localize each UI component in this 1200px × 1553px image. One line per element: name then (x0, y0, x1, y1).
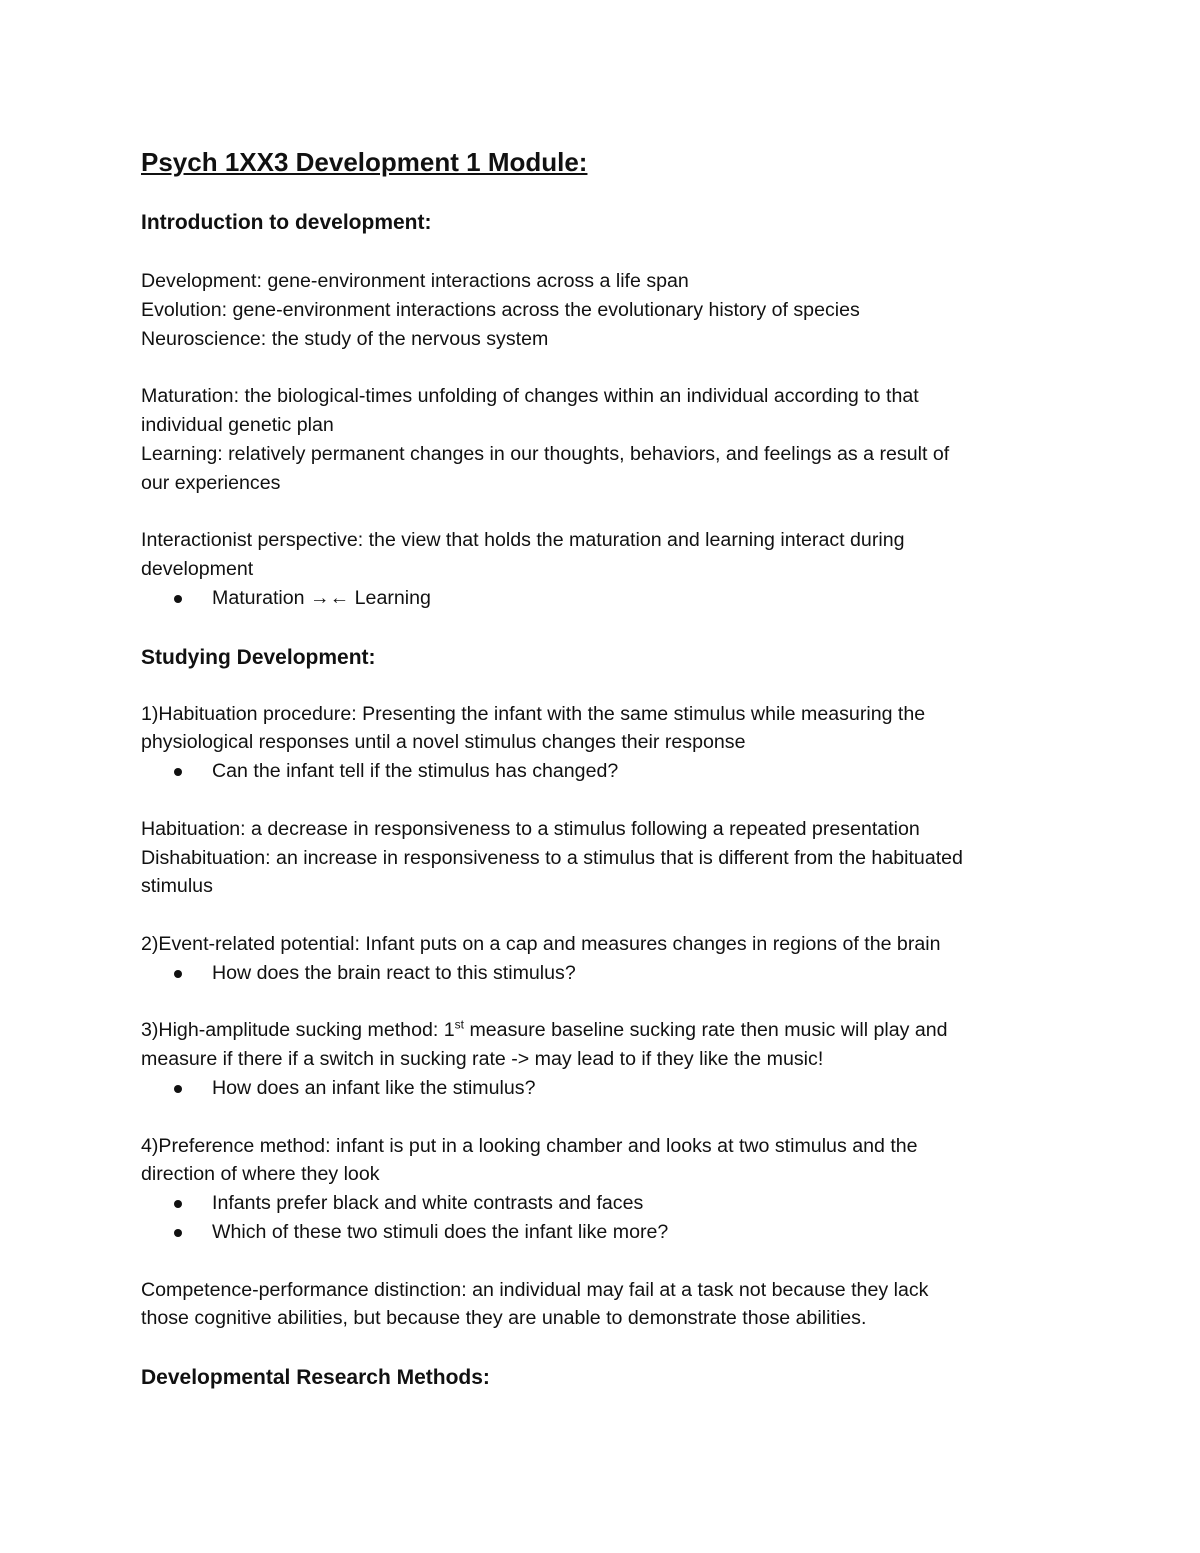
definition-maturation-line-1: Maturation: the biological-times unfolding of changes within an individual according to that (141, 385, 919, 408)
definition-dishabituation-line-2: stimulus (141, 875, 213, 898)
ordinal-superscript: st (454, 1017, 465, 1032)
bullet-list (141, 1074, 1071, 1103)
definition-habituation: Habituation: a decrease in responsiveness to a stimulus following a repeated presentation (141, 817, 920, 840)
list-item (141, 757, 1071, 786)
list-item (141, 1074, 1071, 1103)
definition-dishabituation-line-1: Dishabituation: an increase in responsiveness to a stimulus that is different from the habituated (141, 846, 963, 869)
high-amplitude-sucking-line-1 (141, 1016, 1071, 1045)
list-item (141, 959, 1071, 988)
competence-performance-line-1: Competence-performance distinction: an individual may fail at a task not because they lack (141, 1278, 929, 1301)
section-heading-research-methods: Developmental Research Methods: (141, 1366, 490, 1390)
bullet-icon (174, 768, 182, 776)
list-item-text: Maturation →← Learning (212, 586, 431, 609)
definition-evolution: Evolution: gene-environment interactions across the evolutionary history of species (141, 298, 860, 321)
habituation-procedure-line-1: 1)Habituation procedure: Presenting the infant with the same stimulus while measuring the (141, 702, 926, 725)
definition-learning-line-2: our experiences (141, 471, 281, 494)
list-item-text: Can the infant tell if the stimulus has changed? (212, 760, 619, 783)
list-item-text: How does an infant like the stimulus? (212, 1076, 536, 1099)
preference-method-line-2: direction of where they look (141, 1163, 380, 1186)
bullet-list (141, 584, 1071, 613)
definition-learning-line-1: Learning: relatively permanent changes in our thoughts, behaviors, and feelings as a result of (141, 442, 950, 465)
document-body (141, 142, 1071, 1392)
bullet-list (141, 757, 1071, 786)
high-amplitude-sucking-line-2: measure if there if a switch in sucking rate -> may lead to if they like the music! (141, 1048, 824, 1071)
bullet-list (141, 1189, 1071, 1247)
list-item (141, 584, 1071, 613)
event-related-potential: 2)Event-related potential: Infant puts on a cap and measures changes in regions of the brain (141, 932, 941, 955)
list-item (141, 1189, 1071, 1218)
preference-method-line-1: 4)Preference method: infant is put in a looking chamber and looks at two stimulus and the (141, 1134, 918, 1157)
list-item-text: Which of these two stimuli does the infant like more? (212, 1220, 669, 1243)
document-title: Psych 1XX3 Development 1 Module: (141, 147, 588, 177)
bullet-icon (174, 1200, 182, 1208)
bullet-list (141, 959, 1071, 988)
definition-development: Development: gene-environment interactions across a life span (141, 270, 689, 292)
bullet-icon (174, 970, 182, 978)
list-item (141, 1218, 1071, 1247)
bullet-icon (174, 1229, 182, 1237)
competence-performance-line-2: those cognitive abilities, but because they are unable to demonstrate those abilities. (141, 1307, 867, 1330)
definition-neuroscience: Neuroscience: the study of the nervous system (141, 327, 549, 350)
bullet-icon (174, 595, 182, 603)
has-text-a: 3)High-amplitude sucking method: 1 (141, 1019, 455, 1042)
section-heading-studying-development: Studying Development: (141, 645, 376, 669)
habituation-procedure-line-2: physiological responses until a novel stimulus changes their response (141, 731, 746, 754)
definition-interactionist-line-1: Interactionist perspective: the view that holds the maturation and learning interact during (141, 529, 905, 552)
section-heading-introduction: Introduction to development: (141, 211, 432, 234)
definition-maturation-line-2: individual genetic plan (141, 413, 334, 436)
list-item-text: How does the brain react to this stimulus? (212, 961, 576, 984)
has-text-b: measure baseline sucking rate then music will play and (464, 1019, 948, 1042)
bullet-icon (174, 1085, 182, 1093)
definition-interactionist-line-2: development (141, 557, 254, 580)
list-item-text: Infants prefer black and white contrasts and faces (212, 1192, 644, 1215)
